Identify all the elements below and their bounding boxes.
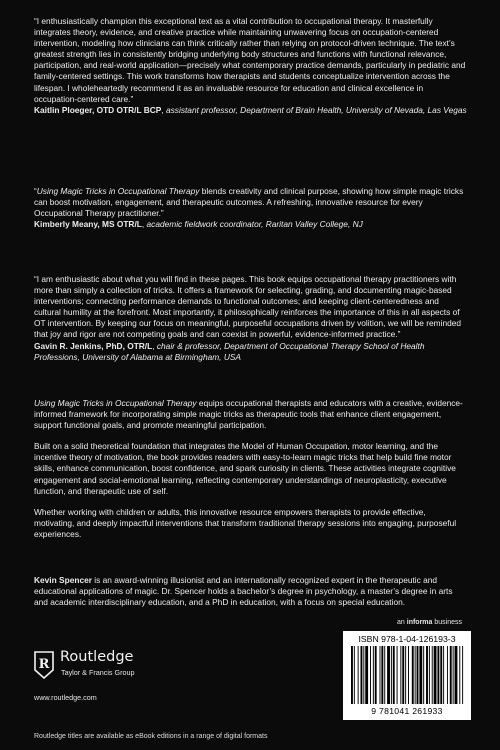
barcode-bar	[459, 646, 460, 704]
endorsement-attribution: Gavin R. Jenkins, PhD, OTR/L, chair & professor, Department of Occupational Therapy School of Health Professions, University of Alabama at Birmingham, USA	[34, 340, 425, 362]
endorser-affiliation: chair & professor, Department of Occupational Therapy School of Health Professions, University of Alabama at Birmingham, USA	[34, 340, 425, 362]
informa-prefix: an	[397, 619, 407, 626]
endorsement-meany	[34, 186, 467, 230]
endorsement-attribution: Kimberly Meany, MS OTR/L, academic fieldwork coordinator, Raritan Valley College, NJ	[34, 219, 363, 230]
barcode-bar	[381, 646, 383, 704]
endorsement-ploeger	[34, 16, 467, 116]
author-bio	[34, 575, 467, 608]
logo-letter: R	[38, 657, 50, 672]
routledge-shield-icon	[34, 651, 54, 679]
endorsement-text: “I am enthusiastic about what you will find in these pages. This book equips occupational therapy practitioners with more than simply a collection of tricks. It offers a framework for selecting, grading, and documenting magic-based interventions; connecting performance demands to functional outcomes; and keeping client-centeredness and cultural humility at the forefront. Most importantly, it philosophically reinforces the importance of this in all aspects of OT intervention. By keeping our focus on meaningful, purposeful occupations driven by volition, we will be reminded that joy and rigor are not competing goals and can coexist in powerful, evidence-informed practice.”	[34, 274, 462, 340]
description-paragraph-3: Whether working with children or adults, this innovative resource empowers therapists to provide effective, motivating, and deeply impactful interventions that transform traditional therapy sessions into engaging, purposeful experiences.	[34, 506, 457, 539]
endorsement-jenkins	[34, 274, 467, 363]
barcode-bars	[347, 646, 467, 706]
barcode-bar	[432, 646, 433, 704]
endorser-affiliation: academic fieldwork coordinator, Raritan Valley College, NJ	[146, 219, 363, 230]
barcode-bar	[455, 646, 458, 704]
endorsement-body: blends creativity and clinical purpose, showing how simple magic tricks can boost motivation, engagement, and therapeutic outcomes. A refreshing, innovative resource for every Occupational Therapy practitioner.”	[34, 186, 464, 219]
barcode-bar	[358, 646, 359, 704]
barcode-bar	[365, 646, 368, 704]
endorsement-text: “I enthusiastically champion this exceptional text as a vital contribution to occupational therapy. It masterfully integrates theory, evidence, and creative practice while maintaining unwavering focus on occupation-centered intervention, modeling how clinicians can think critically rather than relying on protocol-driven technique. The text’s greatest strength lies in consistently bridging underlying body structures and functions with functional relevance, participation, and real-world application—precisely what contemporary practice demands, particularly in pediatric and family-centered settings. This work transforms how therapists and students conceptualize intervention across the lifespan. I wholeheartedly recommend it as an invaluable resource for education and clinical excellence in occupation-centered care.”	[34, 16, 466, 104]
open-quote: “	[34, 186, 37, 196]
barcode-bar	[397, 646, 398, 704]
barcode-bar	[417, 646, 419, 704]
barcode-bar	[408, 646, 409, 704]
barcode-bar	[380, 646, 381, 704]
publisher-group: Taylor & Francis Group	[61, 668, 135, 677]
barcode-bar	[440, 646, 442, 704]
endorser-affiliation: assistant professor, Department of Brain Health, University of Nevada, Las Vegas	[165, 104, 467, 115]
informa-business-tag	[397, 619, 462, 626]
ebook-note: Routledge titles are available as eBook editions in a range of digital formats	[34, 733, 268, 740]
description-paragraph-2: Built on a solid theoretical foundation that integrates the Model of Human Occupation, motor learning, and the incentive theory of motivation, the book provides readers with easy-to-learn magic tricks that help build fine motor skills, enhance communication, boost confidence, and spark curiosity in clients. These activities integrate cognitive engagement and social-emotional learning, reflecting contemporary understandings of neuroplasticity, executive function, and therapeutic use of self.	[34, 441, 456, 496]
endorsement-text	[34, 186, 467, 219]
endorser-name: Kaitlin Ploeger, OTD OTR/L BCP	[34, 104, 162, 115]
barcode-bar	[384, 646, 385, 704]
barcode-bar	[447, 646, 448, 704]
author-bio-body: is an award-winning illusionist and an internationally recognized expert in the therapeutic and educational applications of magic. Dr. Spencer holds a bachelor’s degree in psychology, a master’s degree in arts and academic interdisciplinary education, and a PhD in education, with a focus on special education.	[34, 575, 453, 608]
barcode-bar	[426, 646, 428, 704]
author-name: Kevin Spencer	[34, 575, 92, 585]
barcode-bar	[363, 646, 364, 704]
barcode-bar	[391, 646, 392, 704]
barcode-bar	[437, 646, 439, 704]
routledge-logo	[34, 649, 184, 689]
barcode-bar	[415, 646, 416, 704]
informa-suffix: business	[432, 619, 462, 626]
barcode-bar	[375, 646, 377, 704]
barcode-bar	[402, 646, 404, 704]
barcode-bar	[434, 646, 437, 704]
publisher-name: Routledge	[60, 649, 134, 665]
barcode-bar	[354, 646, 355, 704]
barcode-bar	[453, 646, 454, 704]
barcode-bar	[373, 646, 374, 704]
barcode-bar	[387, 646, 390, 704]
endorser-name: Kimberly Meany, MS OTR/L	[34, 219, 142, 230]
informa-brand: informa	[406, 619, 433, 626]
barcode-bar	[361, 646, 363, 704]
barcode-bar	[429, 646, 430, 704]
barcode-bar	[412, 646, 414, 704]
book-title-inline: Using Magic Tricks in Occupational Therapy	[36, 186, 200, 196]
isbn-barcode	[343, 631, 471, 720]
barcode-bar	[423, 646, 424, 704]
barcode-bar	[419, 646, 422, 704]
book-description	[34, 398, 467, 550]
barcode-digits: 9 781041 261933	[371, 706, 443, 716]
isbn-label: ISBN 978-1-04-126193-3	[358, 634, 456, 644]
endorsement-attribution: Kaitlin Ploeger, OTD OTR/L BCP, assistant professor, Department of Brain Health, University of Nevada, Las Vegas	[34, 104, 467, 115]
book-title-inline: Using Magic Tricks in Occupational Therapy	[34, 398, 197, 408]
barcode-bar	[443, 646, 444, 704]
barcode-bar	[462, 646, 463, 704]
barcode-bar	[450, 646, 452, 704]
barcode-bar	[370, 646, 371, 704]
author-bio-text	[34, 575, 467, 608]
barcode-bar	[351, 646, 353, 704]
description-text: equips occupational therapists and educators with a creative, evidence-informed framework for incorporating simple magic tricks as therapeutic tools that enhance client engagement, support functional goals, and promote meaningful participation.	[34, 398, 463, 431]
publisher-url[interactable]: www.routledge.com	[34, 693, 97, 702]
description-paragraph-1	[34, 398, 467, 431]
barcode-bar	[393, 646, 395, 704]
endorser-name: Gavin R. Jenkins, PhD, OTR/L	[34, 340, 153, 351]
barcode-bar	[400, 646, 401, 704]
barcode-bar	[405, 646, 406, 704]
